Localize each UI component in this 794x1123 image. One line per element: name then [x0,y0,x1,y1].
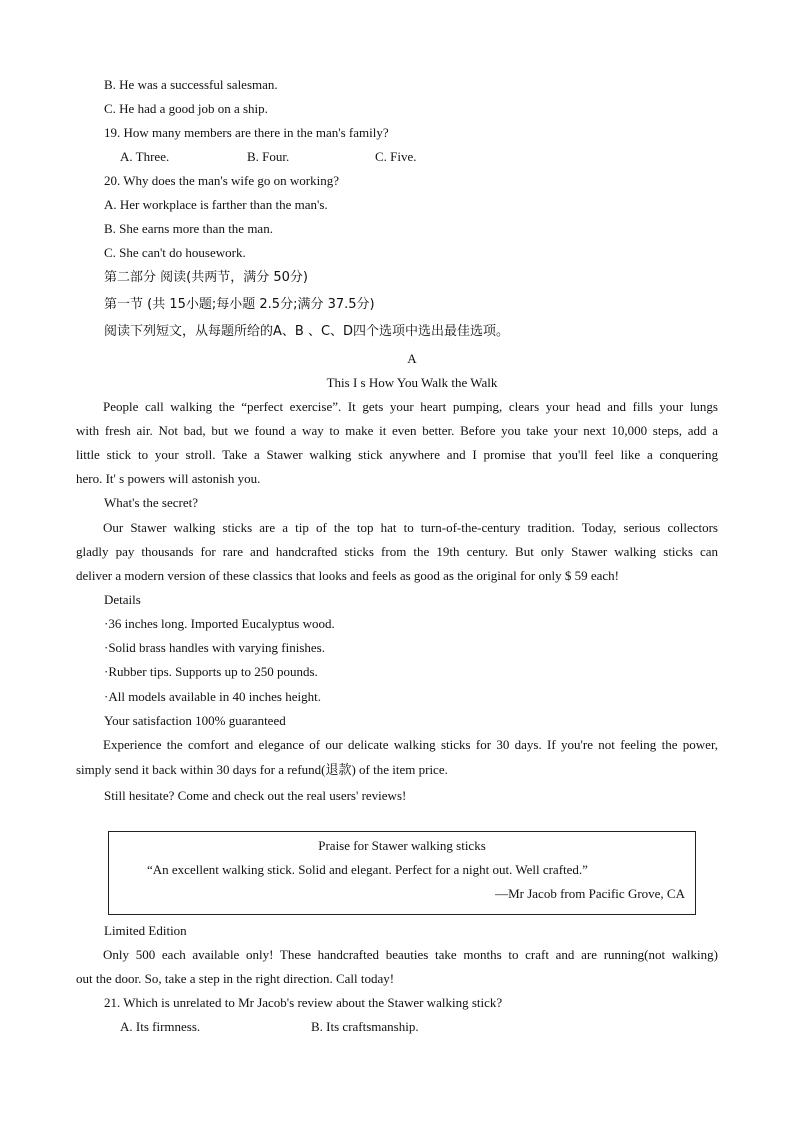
p2-line-2: gladly pay thousands for rare and handcrafted sticks from the 19th century. But only Stawer walking sticks can [76,544,718,559]
review-box [108,831,696,915]
p1-line-1: People call walking the “perfect exercise”. It gets your heart pumping, clears your head and fills your lungs [103,399,718,414]
p1-line-3: little stick to your stroll. Take a Stawer walking stick anywhere and I promise that you'll feel like a conquering [76,447,718,462]
limited-heading: Limited Edition [104,923,187,938]
details-heading: Details [104,592,141,607]
p2-line-1: Our Stawer walking sticks are a tip of the top hat to turn-of-the-century tradition. Today, serious collectors [103,520,718,535]
details-item: ·Solid brass handles with varying finishes. [104,640,325,655]
p3-last-line: simply send it back within 30 days for a refund(退款) of the item price. [76,762,448,777]
q21-option-a: A. Its firmness. [120,1019,201,1034]
details-item: ·36 inches long. Imported Eucalyptus wood. [104,616,335,631]
p3-line-1: Experience the comfort and elegance of our delicate walking sticks for 30 days. If you're not feeling the power, [103,737,718,752]
details-item: ·All models available in 40 inches height. [104,689,321,704]
secret-question: What's the secret? [104,495,199,510]
q19-option-a: A. Three. [120,149,170,164]
p4-last-line: out the door. So, take a step in the right direction. Call today! [76,971,395,986]
hesitate-line: Still hesitate? Come and check out the real users' reviews! [104,788,407,803]
p2-last-line: deliver a modern version of these classics that looks and feels as good as the original for only $ 59 each! [76,568,619,583]
part2-heading: 第二部分 阅读(共两节，满分 50分) [104,270,308,285]
passage-title: This I s How You Walk the Walk [326,375,498,390]
q18-option-c: C. He had a good job on a ship. [104,101,268,116]
review-quote: “An excellent walking stick. Solid and elegant. Perfect for a night out. Well crafted.” [147,862,588,877]
guarantee-heading: Your satisfaction 100% guaranteed [104,713,286,728]
q18-option-b: B. He was a successful salesman. [104,77,278,92]
review-heading: Praise for Stawer walking sticks [318,838,486,853]
p1-line-2: with fresh air. Not bad, but we found a way to make it even better. Before you take your next 10,000 steps, add a [76,423,718,438]
q20-stem: 20. Why does the man's wife go on working? [104,173,339,188]
q19-option-c: C. Five. [375,149,417,164]
q20-option-b: B. She earns more than the man. [104,221,273,236]
q20-option-c: C. She can't do housework. [104,245,246,260]
p4-line-1: Only 500 each available only! These handcrafted beauties take months to craft and are running(not walking) [103,947,718,962]
instructions: 阅读下列短文，从每题所给的A、B 、C、D四个选项中选出最佳选项。 [104,324,510,339]
q21-stem: 21. Which is unrelated to Mr Jacob's review about the Stawer walking stick? [104,995,503,1010]
passage-letter: A [407,351,417,366]
q19-stem: 19. How many members are there in the man's family? [104,125,389,140]
details-item: ·Rubber tips. Supports up to 250 pounds. [104,664,318,679]
q21-option-b: B. Its craftsmanship. [311,1019,419,1034]
review-author: —Mr Jacob from Pacific Grove, CA [495,886,685,901]
q20-option-a: A. Her workplace is farther than the man's. [104,197,328,212]
p1-last-line: hero. It' s powers will astonish you. [76,471,261,486]
section1-heading: 第一节 (共 15小题;每小题 2.5分;满分 37.5分) [104,297,375,312]
q19-option-b: B. Four. [247,149,290,164]
